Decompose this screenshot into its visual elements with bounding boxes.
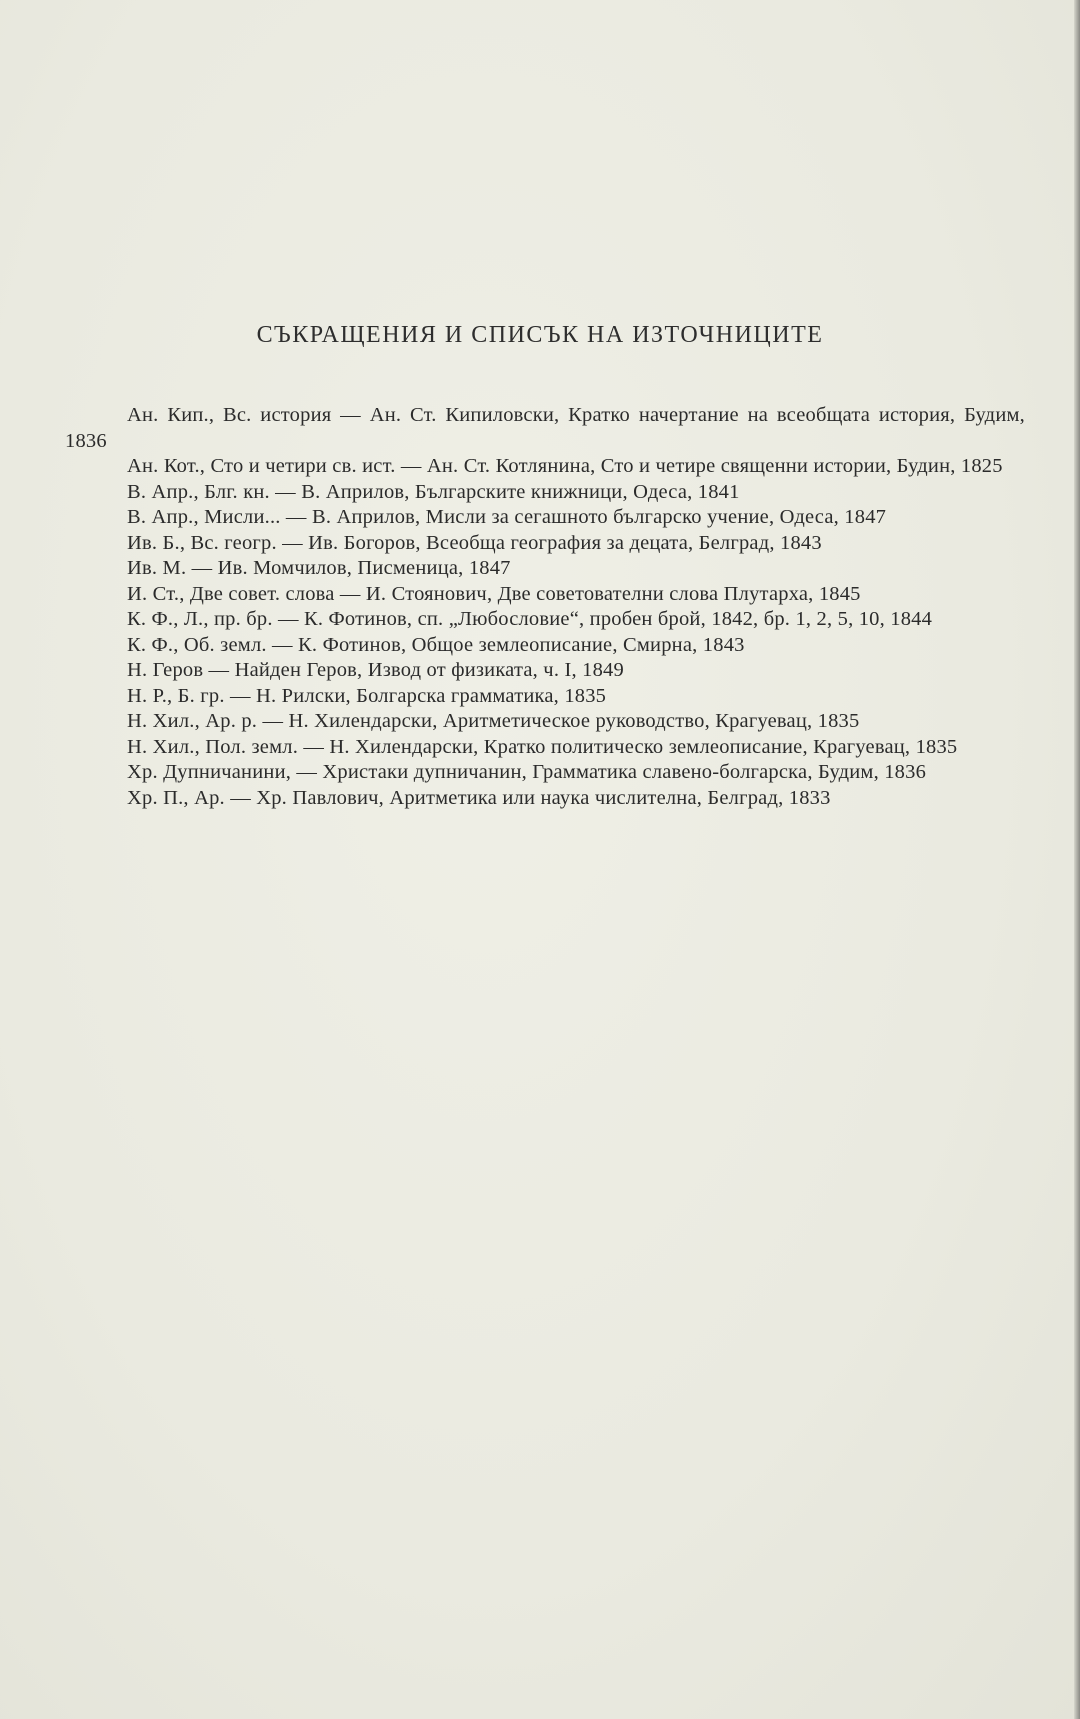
list-item: К. Ф., Об. земл. — К. Фотинов, Общое землеописание, Смирна, 1843 (127, 633, 745, 656)
list-item: Н. Р., Б. гр. — Н. Рилски, Болгарска грамматика, 1835 (127, 684, 607, 707)
list-item: К. Ф., Л., пр. бр. — К. Фотинов, сп. „Любословие“, пробен брой, 1842, бр. 1, 2, 5, 10, 1844 (127, 608, 933, 630)
list-item: Хр. П., Ар. — Хр. Павлович, Аритметика или наука числителна, Белград, 1833 (127, 786, 831, 809)
abbreviations-list (65, 403, 1025, 811)
list-item: Хр. Дупничанини, — Христаки дупничанин, Грамматика славено-болгарска, Будим, 1836 (127, 761, 927, 783)
list-item: В. Апр., Блг. кн. — В. Априлов, Българските книжници, Одеса, 1841 (127, 480, 740, 503)
list-item: Ив. М. — Ив. Момчилов, Писменица, 1847 (127, 557, 511, 579)
list-item: Ан. Кот., Сто и четири св. ист. — Ан. Ст. Котлянина, Сто и четире священни истории, Будин, 1825 (127, 455, 1003, 477)
page-title: СЪКРАЩЕНИЯ И СПИСЪК НА ИЗТОЧНИЦИТЕ (256, 322, 824, 348)
list-item: Н. Хил., Пол. земл. — Н. Хилендарски, Кратко политическо землеописание, Крагуевац, 1835 (127, 735, 958, 758)
list-item: Ан. Кип., Вс. история — Ан. Ст. Кипиловски, Кратко начертание на всеобщата история, Будим, 1836 (65, 404, 1025, 452)
list-item: В. Апр., Мисли... — В. Априлов, Мисли за сегашното българско учение, Одеса, 1847 (127, 506, 887, 528)
list-item: И. Ст., Две совет. слова — И. Стоянович, Две советователни слова Плутарха, 1845 (127, 582, 861, 605)
list-item: Н. Геров — Найден Геров, Извод от физиката, ч. I, 1849 (127, 659, 624, 681)
page-edge (1074, 0, 1080, 1719)
list-item: Н. Хил., Ар. р. — Н. Хилендарски, Аритметическое руководство, Крагуевац, 1835 (127, 710, 860, 732)
list-item: Ив. Б., Вс. геогр. — Ив. Богоров, Всеобща география за децата, Белград, 1843 (127, 531, 822, 554)
